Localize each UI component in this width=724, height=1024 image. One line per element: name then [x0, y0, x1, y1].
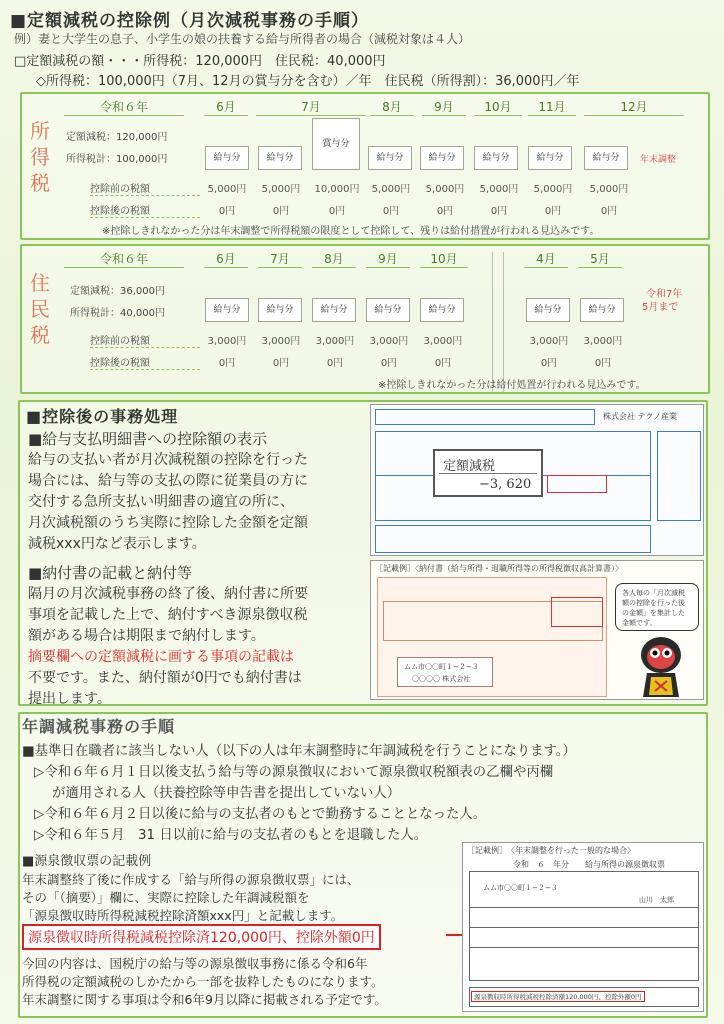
resident-before-6: 3,000円	[583, 336, 623, 347]
income-after-6: 0円	[544, 206, 562, 217]
income-month-7: 7月	[256, 98, 366, 116]
income-year: 令和６年	[64, 98, 184, 116]
resident-before-label: 控除前の税額	[90, 332, 200, 348]
resident-after-1: 0円	[272, 358, 290, 369]
mascot-icon	[633, 633, 689, 699]
payform-bubble-4: 金額です。	[622, 619, 657, 627]
payform-bubble-3: の金額」を集計した	[622, 609, 685, 617]
resident-cell-aug: 給与分	[312, 298, 356, 322]
income-before-4: 5,000円	[425, 184, 465, 195]
resident-after-3: 0円	[380, 358, 398, 369]
payslip-subtitle: ■給与支払明細書への控除額の表示	[28, 430, 268, 448]
withholding-subtitle: ■源泉徴収票の記載例	[22, 854, 152, 869]
resident-after-label: 控除後の税額	[90, 354, 200, 370]
payform-line-2: 事項を記載した上で、納付すべき源泉徴収税	[28, 607, 308, 623]
income-after-4: 0円	[436, 206, 454, 217]
payform-red-line: 摘要欄への定額減税に画する事項の記載は	[28, 649, 294, 665]
payslip-red-mark	[547, 475, 607, 493]
payform-address-box	[397, 657, 493, 687]
section1-title: ■定額減税の控除例（月次減税事務の手順）	[10, 11, 370, 31]
income-before-label: 控除前の税額	[90, 180, 200, 196]
income-cell-jun: 給与分	[205, 146, 249, 170]
resident-month-6: 6月	[204, 250, 248, 268]
resident-tax-side-2: 民	[30, 297, 50, 321]
income-cell-jul: 給与分	[258, 146, 302, 170]
resident-cell-jun: 給与分	[205, 298, 249, 322]
income-month-11: 11月	[528, 98, 576, 116]
income-before-1: 5,000円	[261, 184, 301, 195]
income-cell-nov: 給与分	[528, 146, 572, 170]
income-cell-oct: 給与分	[474, 146, 518, 170]
payslip-side-grid	[657, 431, 701, 521]
payslip-divider	[439, 473, 537, 474]
slip-line-1	[469, 907, 699, 908]
payform-address: ムム市〇〇町１−２−３	[404, 663, 479, 671]
resident-after-2: 0円	[326, 358, 344, 369]
income-before-3: 5,000円	[371, 184, 411, 195]
income-cell-bonus: 賞与分	[312, 118, 360, 170]
income-before-2: 10,000円	[314, 184, 360, 195]
resident-month-8: 8月	[312, 250, 356, 268]
payslip-heading: 定額減税	[443, 459, 496, 474]
payslip-line-4: 月次減税額のうち実際に控除した金額を定額	[28, 515, 308, 531]
payslip-line-3: 交付する急所支払い明細書の適宜の所に、	[28, 494, 294, 510]
payform-bubble-2: 額の控除を行った後	[622, 599, 685, 607]
income-after-7: 0円	[600, 206, 618, 217]
example-text: 例）妻と大学生の息子、小学生の娘の扶養する給与所得者の場合（減税対象は４人）	[14, 32, 471, 46]
resident-cell-sep: 給与分	[366, 298, 410, 322]
income-after-label: 控除後の税額	[90, 202, 200, 218]
income-after-3: 0円	[382, 206, 400, 217]
resident-before-5: 3,000円	[529, 336, 569, 347]
slip-title: 令和 ６ 年分 給与所得の源泉徴収票	[513, 860, 665, 869]
income-tax-side-3: 税	[30, 171, 50, 195]
income-month-8: 8月	[370, 98, 414, 116]
non-eligible-heading: ■基準日在職者に該当しない人（以下の人は年末調整時に年調減税を行うことになります。）	[22, 744, 576, 759]
payform-subtitle: ■納付書の記載と納付等	[28, 564, 193, 582]
payslip-footer-grid	[375, 525, 651, 553]
payform-caption: ［記載例］〈納付書（給与所得・退職所得等の所得税徴収高計算書）〉	[375, 564, 623, 573]
income-after-0: 0円	[218, 206, 236, 217]
income-before-0: 5,000円	[207, 184, 247, 195]
payform-image	[370, 560, 704, 700]
income-info-reduction: 定額減税：120,000円	[66, 132, 168, 143]
resident-tax-side-3: 税	[30, 323, 50, 347]
payslip-amount: −3, 620	[479, 477, 532, 492]
resident-before-2: 3,000円	[315, 336, 355, 347]
non-eligible-item-1: ▷令和６年６月１日以後支払う給与等の源泉徴収において源泉徴収税額表の乙欄や丙欄	[34, 765, 554, 780]
footer-line-1: 今回の内容は、国税庁の給与等の源泉徴収事務に係る令和6年	[22, 956, 368, 971]
resident-info-total: 所得税計：40,000円	[70, 308, 165, 319]
slip-remark: 源泉徴収時所得税減税控除済額120,000円、控除外額0円	[471, 991, 645, 1002]
income-month-6: 6月	[204, 98, 248, 116]
slip-name: 山川 太郎	[639, 896, 674, 904]
slip-line-3	[469, 947, 699, 948]
resident-note: ※控除しきれなかった分は給付処置が行われる見込みです。	[378, 380, 646, 391]
resident-after-4: 0円	[434, 358, 452, 369]
payform-line-4: 不要です。また、納付額が0円でも納付書は	[28, 670, 302, 686]
income-note: ※控除しきれなかった分は年末調整で所得税額の限度として控除して、残りは給付措置が行われる見込みです。	[102, 226, 600, 237]
withholding-line-1: 年末調整終了後に作成する「給与所得の源泉徴収票」には、	[22, 872, 360, 887]
income-before-7: 5,000円	[589, 184, 629, 195]
payform-line-5: 提出します。	[28, 691, 111, 707]
footer-line-2: 所得税の定額減税のしかたから一部を抜粋したものになります。	[22, 974, 384, 989]
resident-after-5: 0円	[540, 358, 558, 369]
income-month-10: 10月	[474, 98, 522, 116]
payform-line-3: 額がある場合は期限まで納付します。	[28, 628, 265, 644]
income-before-6: 5,000円	[533, 184, 573, 195]
section2-title: ■控除後の事務処理	[26, 407, 179, 426]
payform-red-mark	[551, 597, 603, 627]
annual-amounts: ◇所得税：100,000円（7月、12月の賞与分を含む）／年 住民税（所得割）：36,000円／年	[36, 74, 580, 89]
withholding-line-2: その「（摘要）」欄に、実際に控除した年調減税額を	[22, 890, 310, 905]
resident-cell-may: 給与分	[580, 298, 624, 322]
section3-title: 年調減税事務の手順	[22, 717, 176, 736]
withholding-line-3: 「源泉徴収時所得税減税控除済額xxx円」と記載します。	[22, 908, 344, 923]
withholding-red-box: 源泉徴収時所得税減税控除済120,000円、控除外額0円	[22, 924, 381, 950]
payslip-highlight-box	[433, 449, 543, 497]
resident-after-0: 0円	[218, 358, 236, 369]
withholding-slip-image	[462, 842, 704, 1012]
resident-before-3: 3,000円	[369, 336, 409, 347]
resident-month-10: 10月	[420, 250, 468, 268]
income-after-1: 0円	[272, 206, 290, 217]
slip-caption: ［記載例］ 〈年末調整を行った一般的な場合〉	[467, 846, 635, 855]
income-after-2: 0円	[328, 206, 346, 217]
payslip-header-row	[375, 409, 595, 425]
period-gap-marker	[492, 252, 504, 392]
resident-until-2: 5月まで	[642, 302, 679, 313]
payslip-line-5: 減税xxx円など表示します。	[28, 536, 206, 552]
resident-tax-side-1: 住	[30, 271, 50, 295]
income-tax-side-2: 得	[30, 145, 50, 169]
resident-before-4: 3,000円	[423, 336, 463, 347]
payform-bubble	[615, 583, 699, 631]
resident-until-1: 令和7年	[646, 289, 683, 300]
payform-company: 〇〇〇〇 株式会社	[412, 675, 471, 683]
income-after-5: 0円	[490, 206, 508, 217]
resident-month-7: 7月	[258, 250, 302, 268]
resident-month-9: 9月	[366, 250, 410, 268]
payslip-image	[370, 404, 704, 556]
slip-address: ムム市〇〇町１−２−３	[483, 884, 558, 892]
resident-before-1: 3,000円	[261, 336, 301, 347]
non-eligible-item-3: ▷令和６年５月 31 日以前に給与の支払者のもとを退職した人。	[34, 828, 428, 843]
income-cell-dec: 給与分	[584, 146, 628, 170]
resident-year: 令和６年	[64, 250, 184, 268]
resident-cell-apr: 給与分	[526, 298, 570, 322]
income-year-end: 年末調整	[640, 155, 677, 165]
payslip-line-1: 給与の支払い者が月次減税額の控除を行った	[28, 452, 308, 468]
resident-cell-jul: 給与分	[258, 298, 302, 322]
payform-line-1: 隔月の月次減税事務の終了後、納付書に所要	[28, 586, 308, 602]
payslip-company: 株式会社 テクノ産業	[603, 412, 678, 421]
income-tax-side-1: 所	[30, 119, 50, 143]
resident-before-0: 3,000円	[207, 336, 247, 347]
income-month-9: 9月	[422, 98, 466, 116]
income-month-12: 12月	[584, 98, 684, 116]
resident-month-4: 4月	[524, 250, 568, 268]
footer-line-3: 年末調整に関する事項は令和6年9月以降に掲載される予定です。	[22, 992, 387, 1007]
non-eligible-item-2: ▷令和６年６月２日以後に給与の支払者のもとで勤務することとなった人。	[34, 807, 487, 822]
non-eligible-item-1b: が適用される人（扶養控除等申告書を提出していない人）	[52, 786, 401, 801]
payform-bubble-1: 各人毎の「月次減税	[622, 589, 685, 597]
resident-month-5: 5月	[578, 250, 622, 268]
resident-after-6: 0円	[594, 358, 612, 369]
payslip-line-2: 場合には、給与等の支払の際に従業員の方に	[28, 473, 308, 489]
resident-info-reduction: 定額減税：36,000円	[70, 286, 165, 297]
income-before-5: 5,000円	[479, 184, 519, 195]
income-cell-aug: 給与分	[368, 146, 412, 170]
reduction-amounts: □定額減税の額・・・所得税：120,000円 住民税：40,000円	[14, 54, 386, 69]
resident-cell-oct: 給与分	[420, 298, 464, 322]
income-info-total: 所得税計：100,000円	[66, 154, 168, 165]
income-cell-sep: 給与分	[420, 146, 464, 170]
slip-line-2	[469, 927, 699, 928]
